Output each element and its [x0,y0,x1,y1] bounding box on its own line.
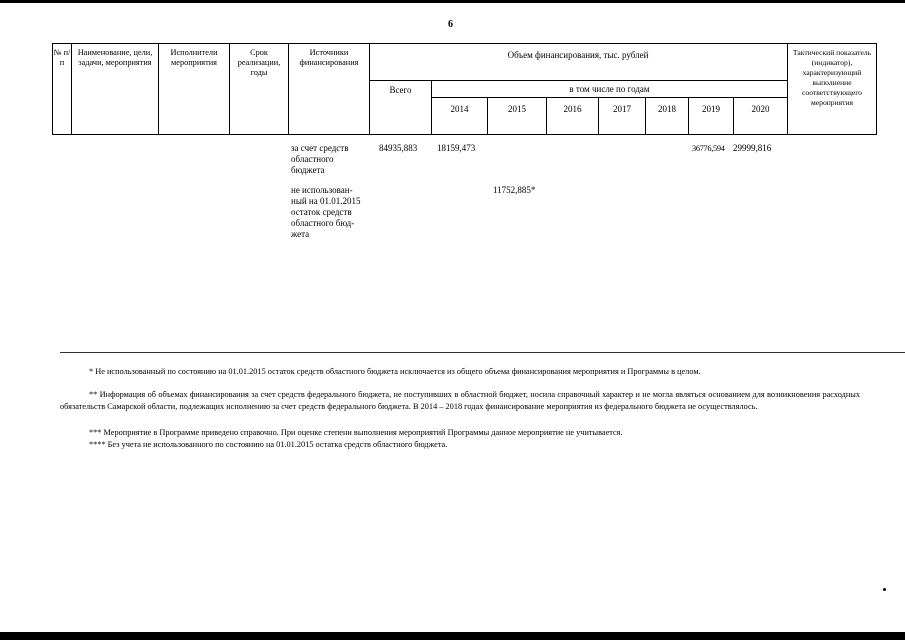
header-financing: Объем финансирования, тыс. рублей [507,50,649,60]
table-top-line [52,43,876,44]
col-line-2017 [645,97,646,135]
row-1-2014: 18159,473 [437,143,476,153]
bottom-border [0,632,905,640]
col-line-2016 [598,97,599,135]
col-line-2020 [787,43,788,135]
col-line-2019 [733,97,734,135]
footnote-2: ** Информация об объемах финансирования за счет средств федерального бюджета, не поступивших в областной бюджет, носила справочный характер и не могла являться основанием для возникновения расходных обязательств Самарской области, подлежащих исполнению за счет средств федерального бюджета. В 2014 – 2018 годах финансирование мероприятия из федерального бюджета не осуществлялось. [60,390,860,411]
header-name: Наименование, цели, задачи, мероприятия [77,48,153,67]
header-year-2019: 2019 [702,104,720,114]
footnote-separator [60,352,905,353]
col-line-4 [288,43,289,135]
header-year-2016: 2016 [563,104,582,114]
header-year-2014: 2014 [450,104,469,114]
col-line-2014 [487,97,488,135]
col-line-2 [158,43,159,135]
footnote-4: **** Без учета не использованного по состоянию на 01.01.2015 остатка средств областного бюджета. [89,440,448,449]
header-year-2020: 2020 [751,104,770,114]
row-1-2019: 36776,594 [692,144,725,153]
top-border [0,0,905,3]
header-indicator: Тактический показатель (индикатор), характеризующий выполнение соответствующего мероприятия [792,48,872,107]
footnote-3: *** Мероприятие в Программе приведено справочно. При оценке степени выполнения мероприятий Программы данное мероприятие не учитывается. [89,428,623,437]
row-1-total: 84935,883 [379,143,418,153]
header-by-years: в том числе по годам [569,84,650,94]
header-year-2015: 2015 [508,104,526,114]
header-total: Всего [389,85,412,95]
header-bottom-line [52,134,876,135]
row-1-2020: 29999,816 [733,143,772,153]
header-year-2018: 2018 [658,104,676,114]
header-executors: Исполнители мероприятия [170,48,218,67]
col-line-2015 [546,97,547,135]
col-line-2018 [688,97,689,135]
col-line-end [876,43,877,135]
scan-speck [883,588,886,591]
header-num: № п/п [53,48,71,67]
col-line-1 [71,43,72,135]
row-2-source: не использован-ный на 01.01.2015 остаток средств областного бюд-жета [291,185,361,239]
row-2-2015: 11752,885* [493,185,536,195]
row-1-source: за счет средств областного бюджета [291,143,349,175]
header-year-2017: 2017 [613,104,631,114]
footnote-1: * Не использованный по состоянию на 01.01.2015 остаток средств областного бюджета исключается из общего объема финансирования мероприятия и Программы в целом. [89,367,701,376]
page-number: 6 [448,19,453,30]
header-sources: Источники финансирования [299,48,359,67]
header-period: Срок реализации, годы [237,48,281,77]
